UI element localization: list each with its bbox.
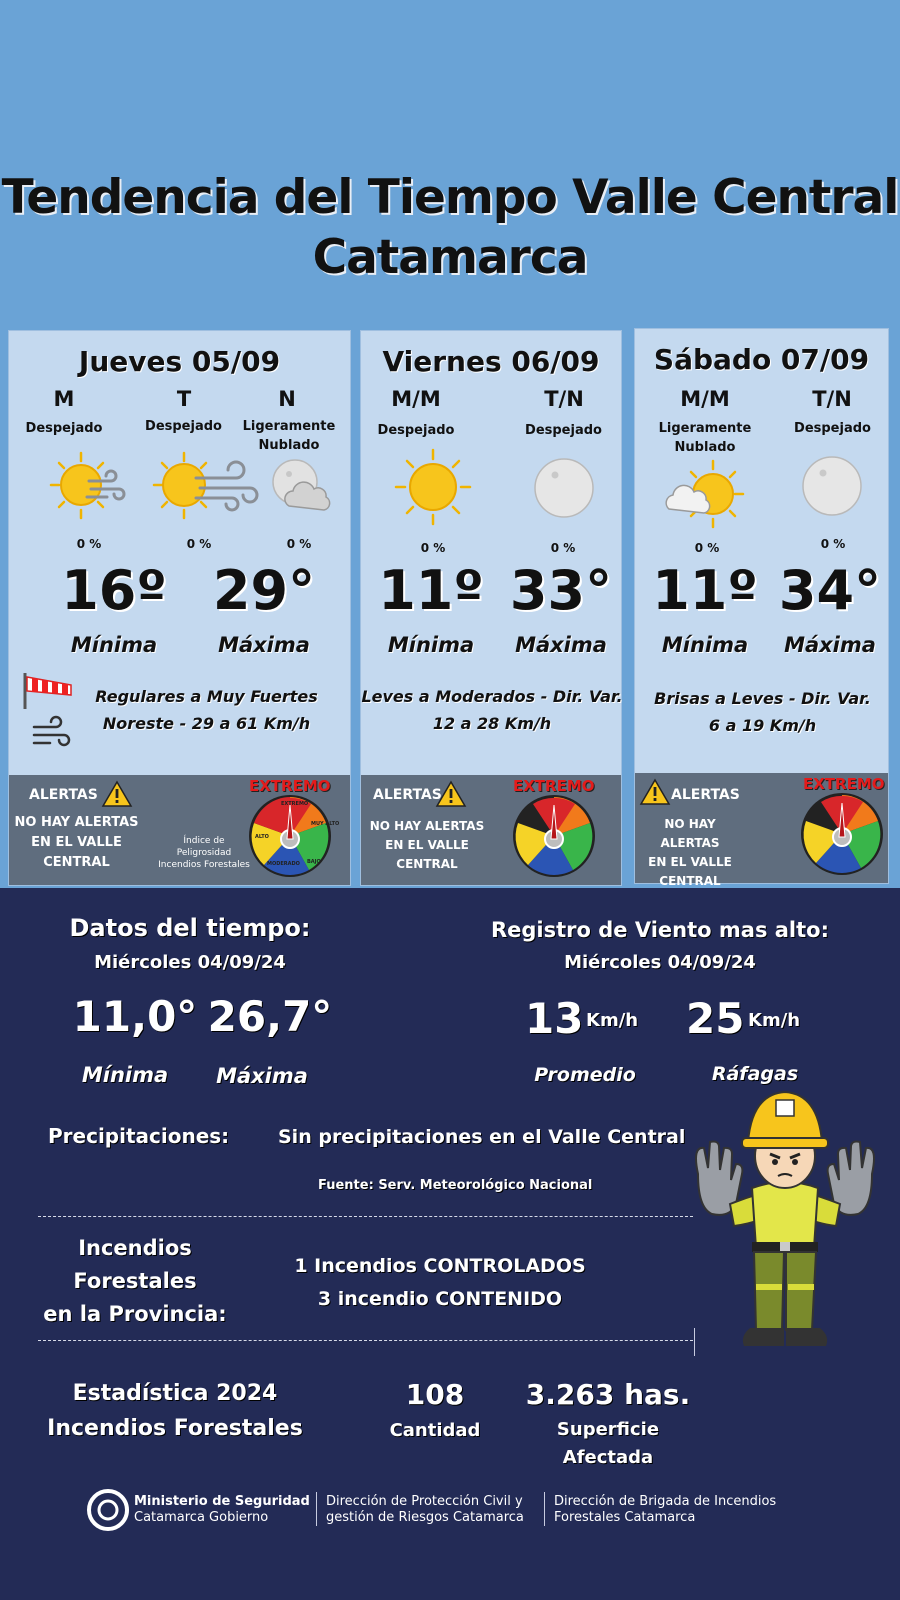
period-label: M	[53, 387, 75, 411]
wind-record-title: Registro de Viento mas alto:	[490, 918, 829, 942]
fire-danger-index-label: Índice de Peligrosidad Incendios Forestales	[158, 836, 250, 870]
wind-forecast: Regulares a Muy Fuertes Noreste - 29 a 61 Km/h	[95, 687, 318, 733]
gauge-sector-label: EXTREMO	[281, 801, 309, 807]
condition-text: Ligeramente Nublado	[658, 421, 752, 455]
gauge-sector-label: MODERADO	[267, 861, 300, 867]
condition-text: Despejado	[377, 423, 455, 438]
min-temp: 11º	[652, 559, 758, 622]
wind-average-unit: Km/h	[586, 1010, 639, 1031]
observed-min-temp: 11,0°	[72, 992, 198, 1041]
firefighter-mascot	[690, 1084, 880, 1374]
wind-average-value: 13	[525, 994, 584, 1043]
sun-strong-wind-icon	[152, 448, 262, 523]
observed-min-label: Mínima	[81, 1063, 169, 1087]
alert-message: NO HAY ALERTAS EN EL VALLE CENTRAL	[369, 819, 485, 871]
rain-probability: 0 %	[694, 541, 720, 555]
observed-max-temp: 26,7°	[207, 992, 333, 1041]
max-temp: 34°	[778, 559, 882, 622]
sun-icon	[393, 447, 473, 527]
alert-bar	[361, 775, 621, 885]
page-title	[0, 168, 900, 288]
data-source: Fuente: Serv. Meteorológico Nacional	[318, 1178, 593, 1193]
observations-section	[0, 888, 900, 1600]
max-label: Máxima	[784, 633, 876, 657]
footer-separator	[316, 1492, 317, 1526]
rain-probability: 0 %	[820, 537, 846, 551]
fire-danger-gauge	[247, 793, 340, 879]
min-temp: 11º	[378, 559, 484, 622]
max-label: Máxima	[218, 633, 310, 657]
day-title: Sábado 07/09	[653, 343, 870, 376]
fire-danger-gauge	[799, 791, 885, 877]
gauge-sector-label: ALTO	[255, 834, 269, 840]
min-temp: 16º	[61, 559, 167, 622]
forest-fire-brigade-directorate: Dirección de Brigada de Incendios Forestales Catamarca	[554, 1494, 777, 1525]
condition-text: Despejado	[25, 421, 103, 436]
moon-icon	[801, 455, 863, 517]
condition-text: Ligeramente Nublado	[242, 419, 336, 453]
day-card-thursday	[8, 330, 351, 886]
condition-text: Despejado	[525, 423, 602, 438]
fire-count: 108	[405, 1378, 465, 1411]
day-card-saturday	[634, 328, 889, 888]
alert-bar	[9, 775, 350, 885]
alerts-title: ALERTAS	[373, 787, 442, 803]
rain-probability: 0 %	[550, 541, 576, 555]
rain-probability: 0 %	[76, 537, 102, 551]
period-label: M/M	[680, 387, 730, 411]
wind-record-date: Miércoles 04/09/24	[564, 952, 756, 973]
precip-label: Precipitaciones:	[48, 1124, 230, 1148]
title-line-1: Tendencia del Tiempo Valle Central	[1, 170, 899, 225]
period-label: N	[278, 387, 296, 411]
moon-icon	[533, 457, 595, 519]
min-label: Mínima	[387, 633, 475, 657]
alert-bar	[635, 773, 888, 888]
burned-area-label: Superficie Afectada	[556, 1419, 660, 1468]
period-label: M/M	[391, 387, 441, 411]
gauge-level-label: EXTREMO	[513, 777, 595, 795]
gauge-level-label: EXTREMO	[249, 777, 331, 795]
min-label: Mínima	[70, 633, 158, 657]
max-temp: 29°	[212, 559, 316, 622]
alerts-title: ALERTAS	[29, 787, 98, 803]
weather-data-date: Miércoles 04/09/24	[94, 952, 286, 973]
burned-area: 3.263 has.	[525, 1378, 691, 1411]
rain-probability: 0 %	[420, 541, 446, 555]
gauge-sector-label: MUY ALTO	[311, 821, 340, 827]
fires-status: 1 Incendios CONTROLADOS 3 incendio CONTENIDO	[294, 1255, 586, 1310]
max-temp: 33°	[509, 559, 613, 622]
sun-cloud-icon	[663, 459, 748, 529]
wind-gust-label: Ráfagas	[711, 1063, 799, 1085]
ministry-name: Ministerio de Seguridad Catamarca Gobierno	[134, 1494, 310, 1525]
fire-danger-gauge	[511, 793, 597, 879]
alert-message: NO HAY ALERTAS EN EL VALLE CENTRAL	[648, 817, 732, 888]
wind-forecast: Brisas a Leves - Dir. Var. 6 a 19 Km/h	[654, 689, 871, 735]
gauge-level-label: EXTREMO	[803, 775, 885, 793]
period-label: T/N	[812, 387, 852, 411]
day-title: Jueves 05/09	[78, 345, 281, 378]
alert-message: NO HAY ALERTAS EN EL VALLE CENTRAL	[14, 815, 139, 870]
rain-probability: 0 %	[186, 537, 212, 551]
ministry-logo	[86, 1488, 130, 1532]
fire-count-label: Cantidad	[389, 1420, 481, 1441]
weather-data-title: Datos del tiempo:	[69, 914, 311, 942]
stats-title: Estadística 2024 Incendios Forestales	[47, 1381, 303, 1441]
period-label: T/N	[544, 387, 584, 411]
fires-label: Incendios Forestales en la Provincia:	[43, 1236, 227, 1326]
observed-max-label: Máxima	[216, 1064, 308, 1088]
wind-average-label: Promedio	[534, 1064, 636, 1086]
alerts-title: ALERTAS	[671, 787, 740, 803]
day-title: Viernes 06/09	[382, 345, 600, 378]
period-label: T	[176, 387, 192, 411]
wind-forecast: Leves a Moderados - Dir. Var. 12 a 28 Km/h	[361, 687, 623, 733]
gauge-sector-label: BAJO	[307, 859, 321, 865]
sun-wind-icon	[49, 448, 129, 523]
warning-icon	[639, 778, 671, 806]
footer-separator	[544, 1492, 545, 1526]
max-label: Máxima	[515, 633, 607, 657]
wind-gust-value: 25	[686, 994, 745, 1043]
moon-cloud-icon	[267, 458, 337, 513]
title-line-2: Catamarca	[312, 230, 588, 285]
condition-text: Despejado	[145, 419, 222, 434]
divider	[38, 1340, 693, 1341]
divider	[38, 1216, 693, 1217]
civil-protection-directorate: Dirección de Protección Civil y gestión de Riesgos Catamarca	[326, 1494, 524, 1525]
day-card-friday	[360, 330, 622, 886]
warning-icon	[435, 780, 467, 808]
warning-icon	[101, 780, 133, 808]
condition-text: Despejado	[794, 421, 871, 436]
rain-probability: 0 %	[286, 537, 312, 551]
min-label: Mínima	[661, 633, 749, 657]
wind-gust-unit: Km/h	[748, 1010, 801, 1031]
precip-value: Sin precipitaciones en el Valle Central	[278, 1126, 686, 1148]
